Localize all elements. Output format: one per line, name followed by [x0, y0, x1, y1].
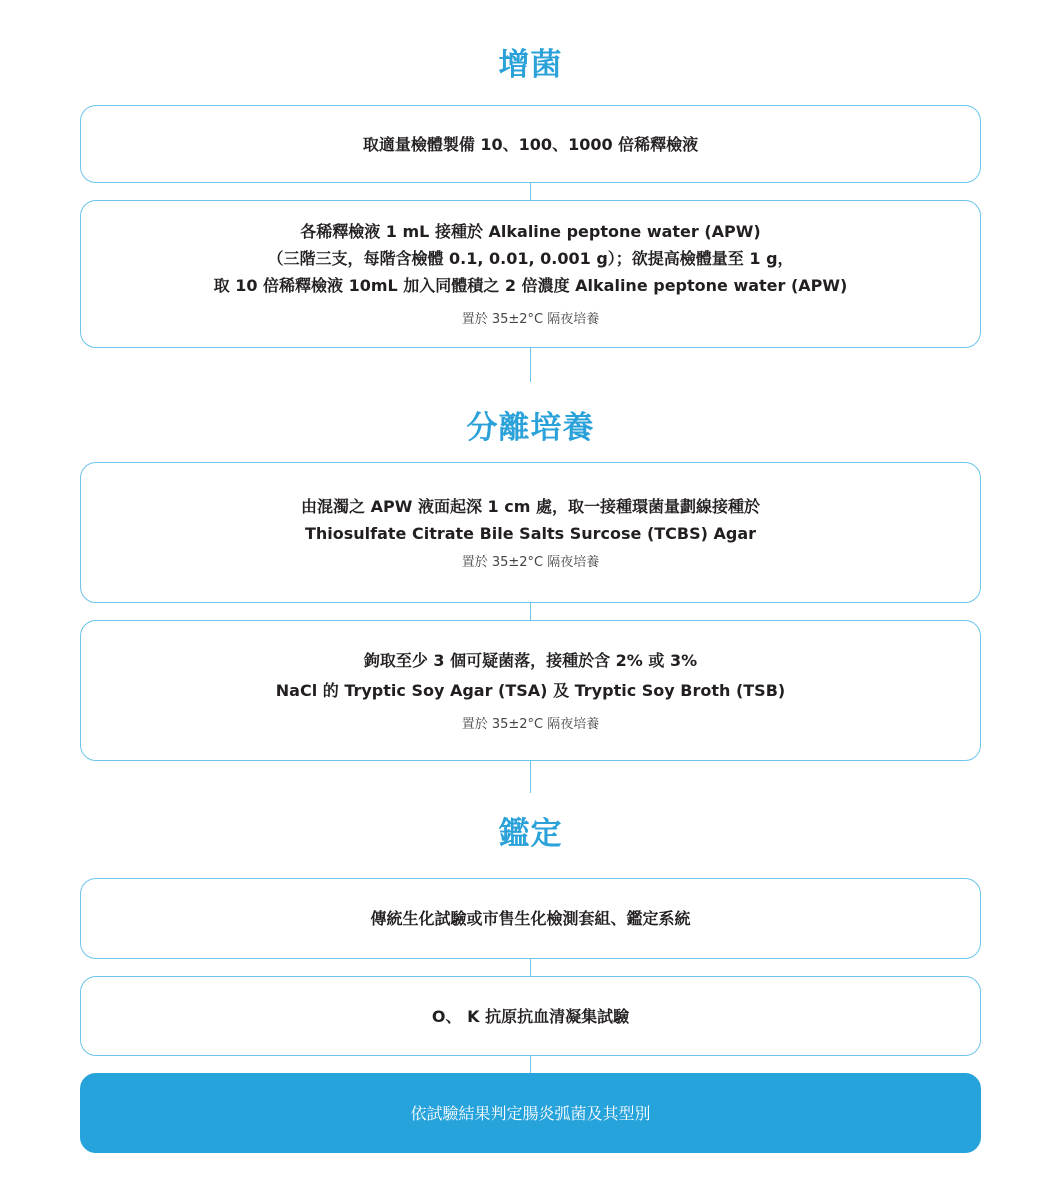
step-text: 取 10 倍稀釋檢液 10mL 加入同體積之 2 倍濃度 Alkaline peptone water (APW) — [213, 276, 848, 295]
step-text: 取適量檢體製備 10、100、1000 倍稀釋檢液 — [362, 134, 699, 154]
connector-line — [530, 603, 531, 620]
step-box-biochemical — [80, 878, 981, 959]
connector-line — [530, 959, 531, 976]
incubation-note: 置於 35±2°C 隔夜培養 — [461, 717, 600, 732]
step-box-serology — [80, 976, 981, 1056]
section-title-identification: 鑑定 — [498, 816, 563, 852]
step-box-streaking — [80, 462, 981, 603]
result-box — [80, 1073, 981, 1153]
step-box-dilution — [80, 105, 981, 183]
step-text: 鉤取至少 3 個可疑菌落，接種於含 2% 或 3% — [363, 651, 698, 670]
section-title-isolation: 分離培養 — [466, 410, 595, 446]
step-text: O、 K 抗原抗血清凝集試驗 — [431, 1006, 630, 1026]
connector-line — [530, 761, 531, 793]
step-text: 傳統生化試驗或市售生化檢測套組、鑑定系統 — [370, 909, 691, 928]
step-text: 各稀釋檢液 1 mL 接種於 Alkaline peptone water (APW) — [300, 222, 761, 241]
step-box-colony-pick — [80, 620, 981, 761]
connector-line — [530, 1056, 531, 1073]
result-text: 依試驗結果判定腸炎弧菌及其型別 — [410, 1103, 651, 1123]
step-box-inoculation — [80, 200, 981, 348]
step-text: NaCl 的 Tryptic Soy Agar (TSA) 及 Tryptic Soy Broth (TSB) — [275, 681, 786, 700]
incubation-note: 置於 35±2°C 隔夜培養 — [461, 554, 600, 570]
connector-line — [530, 348, 531, 382]
step-text: （三階三支，每階含檢體 0.1, 0.01, 0.001 g）；欲提高檢體量至 1 g， — [267, 249, 794, 268]
step-text: 由混濁之 APW 液面起深 1 cm 處，取一接種環菌量劃線接種於 — [301, 496, 760, 516]
incubation-note: 置於 35±2°C 隔夜培養 — [461, 312, 600, 327]
connector-line — [530, 183, 531, 200]
step-text: Thiosulfate Citrate Bile Salts Surcose (TCBS) Agar — [304, 523, 757, 543]
section-title-enrichment: 增菌 — [498, 47, 563, 83]
